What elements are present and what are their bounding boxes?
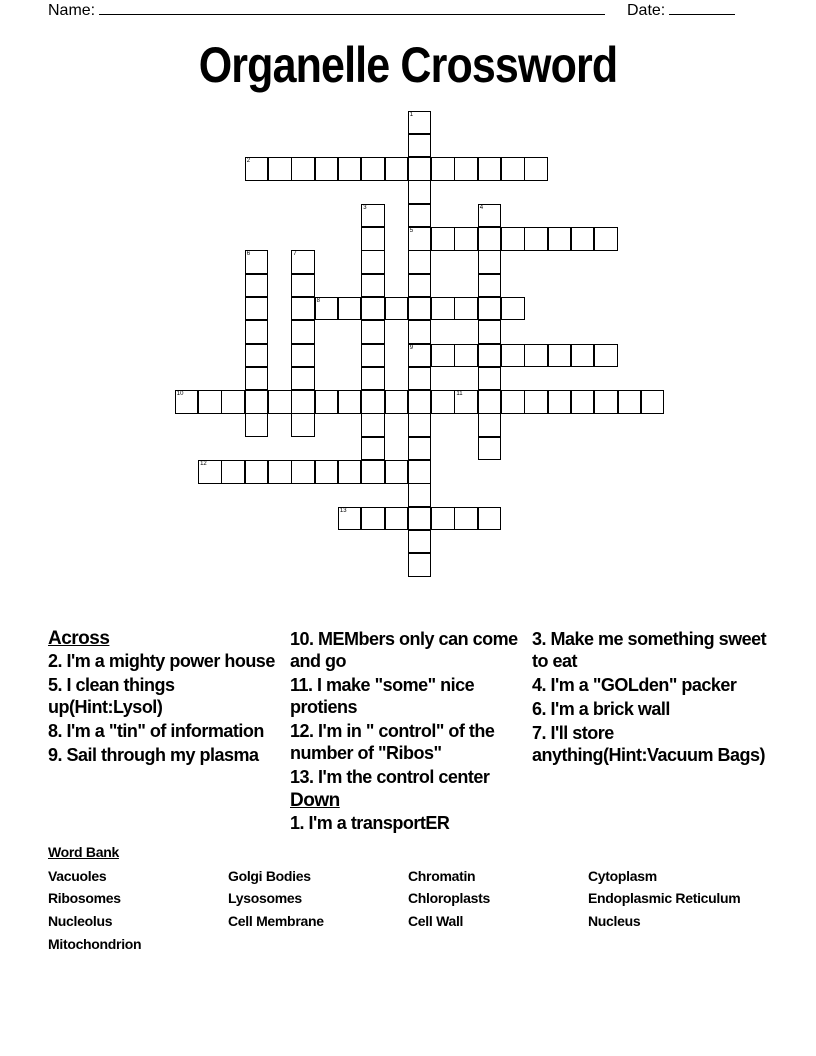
crossword-cell[interactable] [478, 250, 502, 274]
crossword-cell[interactable] [291, 250, 315, 274]
cell-number: 2 [246, 158, 251, 165]
clue-across-12: 12. I'm in " control" of the number of "Ribos" [290, 721, 495, 763]
word-bank-title: Word Bank [48, 844, 119, 860]
name-label: Name: [48, 2, 96, 19]
clues-column-2 [290, 628, 526, 836]
word-bank-item: Lysosomes [228, 890, 302, 906]
cell-number: 9 [409, 344, 414, 351]
crossword-cell[interactable] [245, 460, 269, 484]
crossword-cell[interactable] [478, 274, 502, 298]
crossword-cell[interactable] [245, 390, 269, 414]
crossword-cell[interactable] [524, 157, 548, 181]
word-bank-item: Mitochondrion [48, 936, 142, 952]
crossword-cell[interactable] [291, 274, 315, 298]
crossword-cell[interactable] [431, 297, 455, 321]
crossword-cell[interactable] [245, 274, 269, 298]
clue-across-9: 9. Sail through my plasma [48, 745, 259, 765]
across-heading: Across [48, 628, 110, 649]
crossword-cell[interactable] [315, 297, 339, 321]
crossword-cell[interactable] [291, 297, 315, 321]
crossword-cell[interactable] [408, 437, 432, 461]
crossword-cell[interactable] [361, 227, 385, 251]
crossword-cell[interactable] [315, 157, 339, 181]
crossword-cell[interactable] [454, 507, 478, 531]
word-bank-item: Vacuoles [48, 868, 107, 884]
crossword-cell[interactable] [478, 344, 502, 368]
crossword-cell[interactable] [245, 413, 269, 437]
crossword-cell[interactable] [315, 390, 339, 414]
crossword-cell[interactable] [361, 437, 385, 461]
crossword-cell[interactable] [571, 390, 595, 414]
clue-down-1: 1. I'm a transportER [290, 813, 450, 833]
word-bank-item: Chloroplasts [408, 890, 490, 906]
crossword-cell[interactable] [268, 157, 292, 181]
cell-number: 5 [409, 228, 414, 234]
crossword-cell[interactable] [338, 460, 362, 484]
crossword-cell[interactable] [618, 390, 642, 414]
cell-number: 11 [456, 391, 463, 398]
crossword-cell[interactable] [245, 297, 269, 321]
clue-across-8: 8. I'm a "tin" of information [48, 721, 264, 741]
crossword-cell[interactable] [408, 250, 432, 274]
crossword-cell[interactable] [548, 227, 572, 251]
crossword-cell[interactable] [245, 344, 269, 368]
crossword-cell[interactable] [291, 157, 315, 181]
crossword-cell[interactable] [478, 437, 502, 461]
crossword-cell[interactable] [431, 227, 455, 251]
crossword-cell[interactable] [408, 180, 432, 204]
crossword-cell[interactable] [338, 507, 362, 531]
crossword-cell[interactable] [454, 297, 478, 321]
crossword-cell[interactable] [198, 460, 222, 484]
crossword-cell[interactable] [361, 344, 385, 368]
crossword-cell[interactable] [361, 250, 385, 274]
crossword-cell[interactable] [594, 390, 618, 414]
crossword-cell[interactable] [245, 320, 269, 344]
crossword-cell[interactable] [594, 227, 618, 251]
crossword-cell[interactable] [315, 460, 339, 484]
word-bank-item: Cell Membrane [228, 913, 324, 929]
clue-across-2: 2. I'm a mighty power house [48, 651, 275, 671]
crossword-cell[interactable] [385, 297, 409, 321]
crossword-cell[interactable] [431, 390, 455, 414]
crossword-cell[interactable] [291, 367, 315, 391]
clue-down-3: 3. Make me something sweet to eat [532, 629, 767, 671]
cell-number: 1 [409, 111, 414, 118]
crossword-cell[interactable] [454, 344, 478, 368]
crossword-cell[interactable] [571, 227, 595, 251]
crossword-cell[interactable] [291, 344, 315, 368]
crossword-cell[interactable] [501, 227, 525, 251]
crossword-cell[interactable] [291, 320, 315, 344]
crossword-cell[interactable] [221, 390, 245, 414]
crossword-cell[interactable] [478, 390, 502, 414]
crossword-cell[interactable] [221, 460, 245, 484]
crossword-cell[interactable] [431, 507, 455, 531]
crossword-cell[interactable] [268, 460, 292, 484]
crossword-cell[interactable] [478, 367, 502, 391]
crossword-cell[interactable] [641, 390, 665, 414]
crossword-cell[interactable] [548, 390, 572, 414]
crossword-cell[interactable] [408, 367, 432, 391]
crossword-cell[interactable] [361, 367, 385, 391]
word-bank-item: Golgi Bodies [228, 868, 311, 884]
crossword-cell[interactable] [431, 344, 455, 368]
word-bank-item: Cytoplasm [588, 868, 657, 884]
crossword-cell[interactable] [175, 390, 199, 414]
crossword-cell[interactable] [361, 157, 385, 181]
crossword-cell[interactable] [338, 297, 362, 321]
cell-number: 13 [339, 507, 347, 514]
crossword-cell[interactable] [198, 390, 222, 414]
cell-number: 4 [479, 204, 484, 211]
crossword-cell[interactable] [361, 320, 385, 344]
cell-number: 3 [363, 204, 367, 211]
cell-number: 12 [200, 461, 207, 467]
crossword-cell[interactable] [408, 157, 432, 181]
crossword-cell[interactable] [478, 157, 502, 181]
crossword-cell[interactable] [478, 204, 502, 228]
crossword-cell[interactable] [385, 390, 409, 414]
crossword-cell[interactable] [408, 553, 432, 577]
cell-number: 10 [176, 391, 184, 398]
crossword-cell[interactable] [338, 157, 362, 181]
crossword-cell[interactable] [385, 157, 409, 181]
crossword-cell[interactable] [454, 390, 478, 414]
crossword-cell[interactable] [524, 227, 548, 251]
cell-number: 8 [316, 297, 320, 304]
down-heading: Down [290, 790, 340, 811]
word-bank-item: Ribosomes [48, 890, 121, 906]
crossword-cell[interactable] [501, 297, 525, 321]
crossword-cell[interactable] [361, 390, 385, 414]
crossword-cell[interactable] [245, 367, 269, 391]
word-bank-item: Cell Wall [408, 913, 464, 929]
crossword-cell[interactable] [408, 483, 432, 507]
clues-column-3 [532, 628, 768, 768]
crossword-cell[interactable] [454, 157, 478, 181]
crossword-cell[interactable] [245, 250, 269, 274]
crossword-cell[interactable] [361, 274, 385, 298]
crossword-cell[interactable] [291, 413, 315, 437]
crossword-cell[interactable] [361, 204, 385, 228]
crossword-cell[interactable] [408, 274, 432, 298]
crossword-cell[interactable] [478, 507, 502, 531]
clue-down-7: 7. I'll store anything(Hint:Vacuum Bags) [532, 723, 766, 765]
crossword-cell[interactable] [408, 227, 432, 251]
crossword-cell[interactable] [268, 390, 292, 414]
clue-across-10: 10. MEMbers only can come and go [290, 629, 518, 671]
crossword-cell[interactable] [524, 390, 548, 414]
crossword-cell[interactable] [594, 344, 618, 368]
crossword-cell[interactable] [501, 344, 525, 368]
crossword-cell[interactable] [454, 227, 478, 251]
word-bank-item: Chromatin [408, 868, 476, 884]
crossword-cell[interactable] [548, 344, 572, 368]
crossword-cell[interactable] [408, 111, 432, 135]
crossword-cell[interactable] [408, 530, 432, 554]
crossword-cell[interactable] [408, 204, 432, 228]
crossword-cell[interactable] [291, 460, 315, 484]
word-bank-item: Nucleus [588, 913, 641, 929]
crossword-cell[interactable] [385, 507, 409, 531]
crossword-cell[interactable] [524, 344, 548, 368]
crossword-cell[interactable] [431, 157, 455, 181]
crossword-cell[interactable] [501, 157, 525, 181]
clue-across-11: 11. I make "some" nice protiens [290, 675, 475, 717]
crossword-cell[interactable] [385, 460, 409, 484]
word-bank-item: Endoplasmic Reticulum [588, 890, 741, 906]
cell-number: 6 [246, 251, 251, 258]
crossword-cell[interactable] [408, 507, 432, 531]
crossword-cell[interactable] [408, 460, 432, 484]
crossword-cell[interactable] [478, 297, 502, 321]
crossword-cell[interactable] [478, 320, 502, 344]
crossword-cell[interactable] [361, 507, 385, 531]
clue-down-4: 4. I'm a "GOLden" packer [532, 675, 737, 695]
clues-column-1 [48, 628, 284, 768]
crossword-cell[interactable] [361, 413, 385, 437]
date-label: Date: [627, 2, 666, 19]
crossword-cell[interactable] [408, 390, 432, 414]
crossword-cell[interactable] [571, 344, 595, 368]
crossword-cell[interactable] [408, 320, 432, 344]
crossword-cell[interactable] [501, 390, 525, 414]
crossword-cell[interactable] [361, 460, 385, 484]
word-bank-item: Nucleolus [48, 913, 113, 929]
crossword-cell[interactable] [245, 157, 269, 181]
crossword-cell[interactable] [408, 297, 432, 321]
crossword-cell[interactable] [291, 390, 315, 414]
crossword-cell[interactable] [408, 344, 432, 368]
clue-across-5: 5. I clean things up(Hint:Lysol) [48, 675, 175, 717]
crossword-cell[interactable] [338, 390, 362, 414]
clue-down-6: 6. I'm a brick wall [532, 699, 670, 719]
crossword-cell[interactable] [478, 227, 502, 251]
cell-number: 7 [293, 251, 297, 258]
crossword-cell[interactable] [408, 134, 432, 158]
clue-across-13: 13. I'm the control center [290, 767, 490, 787]
page-title: Organelle Crossword [198, 37, 618, 93]
crossword-cell[interactable] [361, 297, 385, 321]
crossword-cell[interactable] [408, 413, 432, 437]
crossword-cell[interactable] [478, 413, 502, 437]
